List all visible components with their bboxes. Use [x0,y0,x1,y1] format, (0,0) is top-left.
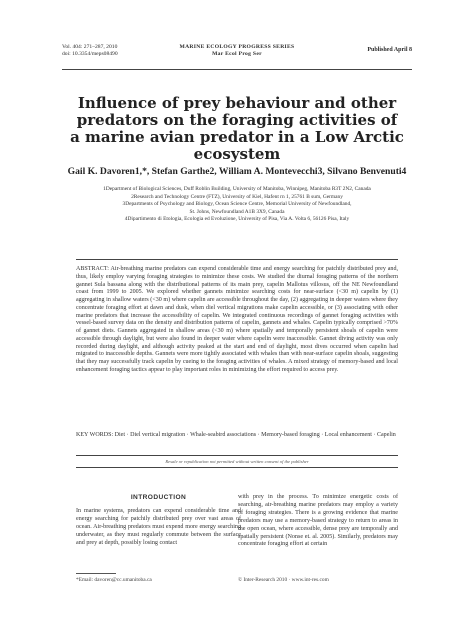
doi-line: doi: 10.3354/meps08490 [62,51,118,57]
journal-name [62,44,412,58]
abstract-top-rule [76,259,398,260]
affiliation: St. Johns, Newfoundland A1B 3X9, Canada [189,208,285,215]
footnote-rule [76,573,116,574]
author-list: Gail K. Davoren1,*, Stefan Garthe2, William A. Montevecchi3, Silvano Benvenuti4 [67,166,407,177]
affiliation: 1Department of Biological Sciences, Duff Roblin Building, University of Manitoba, Winnipeg, Manitoba R3T 2N2, Canada [103,186,371,192]
copyright-notice: © Inter-Research 2010 · www.int-res.com [238,577,329,583]
journal-title: MARINE ECOLOGY PROGRESS SERIES [179,44,295,50]
section-heading: INTRODUCTION [130,494,187,501]
header-rule [62,69,412,70]
article-title: Influence of prey behaviour and other predators on the foraging activities of a marine avian predator in a Low Arctic ecosystem [70,94,404,163]
reprint-rule [76,467,398,468]
affiliations [90,186,384,224]
affiliation: 3Departments of Psychology and Biology, Ocean Science Centre, Memorial University of Newfoundland, [122,201,352,208]
published-date: Published April 8 [367,47,412,53]
affiliation: 2Research and Technology Centre (FTZ), University of Kiel, Hafent rn 1, 25761 B sum, Germany [131,193,343,200]
abstract-bottom-rule [76,455,398,456]
intro-column-right [238,494,398,549]
journal-abbrev: Mar Ecol Prog Ser [212,51,262,57]
abstract: ABSTRACT: Air-breathing marine predators can expend considerable time and energy searching for patchily distributed prey and, thus, likely employ varying foraging strategies to minimize these costs. We studied the diurnal foraging patterns of the northern gannet Sula bassana along with the distributional patterns of its main prey, capelin Mallotus villosus, off the NE Newfoundland coast from 1999 to 2005. We explored whether gannets minimize searching costs for near-surface (<30 m) capelin by (1) aggregating in shallow waters (<30 m) where capelin are accessible throughout the day, (2) aggregating in deeper waters where they concentrate foraging effort at dawn and dusk, when diel vertical migrations make capelin accessible, or (3) associating with other marine predators that increase the accessibility of capelin. We integrated continuous recordings of gannet foraging activities with vessel-based survey data on the density and distribution patterns of capelin, gannets and whales. Capelin typically comprised >70% of gannet diets. Gannets aggregated in shallow areas (<30 m) where spatially and temporally persistent shoals of capelin were accessible through daylight, but were also found in deeper water where capelin were inaccessible. Gannet diving activity was only recorded during daylight, and although activity peaked at the start and end of daylight, most dives occurred when capelin had migrated to inaccessible depths. Gannets were more tightly associated with whales than with near-surface capelin shoals, suggesting that they may successfully track capelin by cueing to the foraging activities of whales. A mixed strategy of memory-based and local enhancement foraging tactics appear to play important roles in minimizing the effort required to access prey. [76,266,398,373]
email-footnote: *Email: davoren@cc.umanitoba.ca [76,577,152,583]
affiliation: 4Dipartimento di Etologia, Ecologia ed Evoluzione, University of Pisa, Via A. Volta 6, 56126 Pisa, Italy [124,216,350,223]
reprint-notice: Resale or republication not permitted without written consent of the publisher [165,459,309,464]
journal-header [62,44,412,68]
intro-text-right: with prey in the process. To minimize energetic costs of searching, air-breathing marine predators may employ a variety of foraging strategies. There is a growing evidence that marine predators may use a memory-based strategy to return to areas in the open ocean, where accessible, dense prey are temporally and spatially persistent (Nonse et. al. 2005). Similarly, predators may concentrate foraging effort at certain [238,494,398,548]
keywords: KEY WORDS: Diet · Diel vertical migration · Whale-seabird associations · Memory-based foraging · Local enhancement · Capelin [76,432,396,438]
volume-line: Vol. 404: 271–287, 2010 [62,44,118,50]
intro-text-left: In marine systems, predators can expend considerable time and energy searching for patchily distributed prey over vast areas of ocean. Air-breathing predators must expend more energy searching underwater, as they must regularly commute between the surface and prey at depth, possibly losing contact [76,507,241,546]
intro-column-left [76,494,241,547]
